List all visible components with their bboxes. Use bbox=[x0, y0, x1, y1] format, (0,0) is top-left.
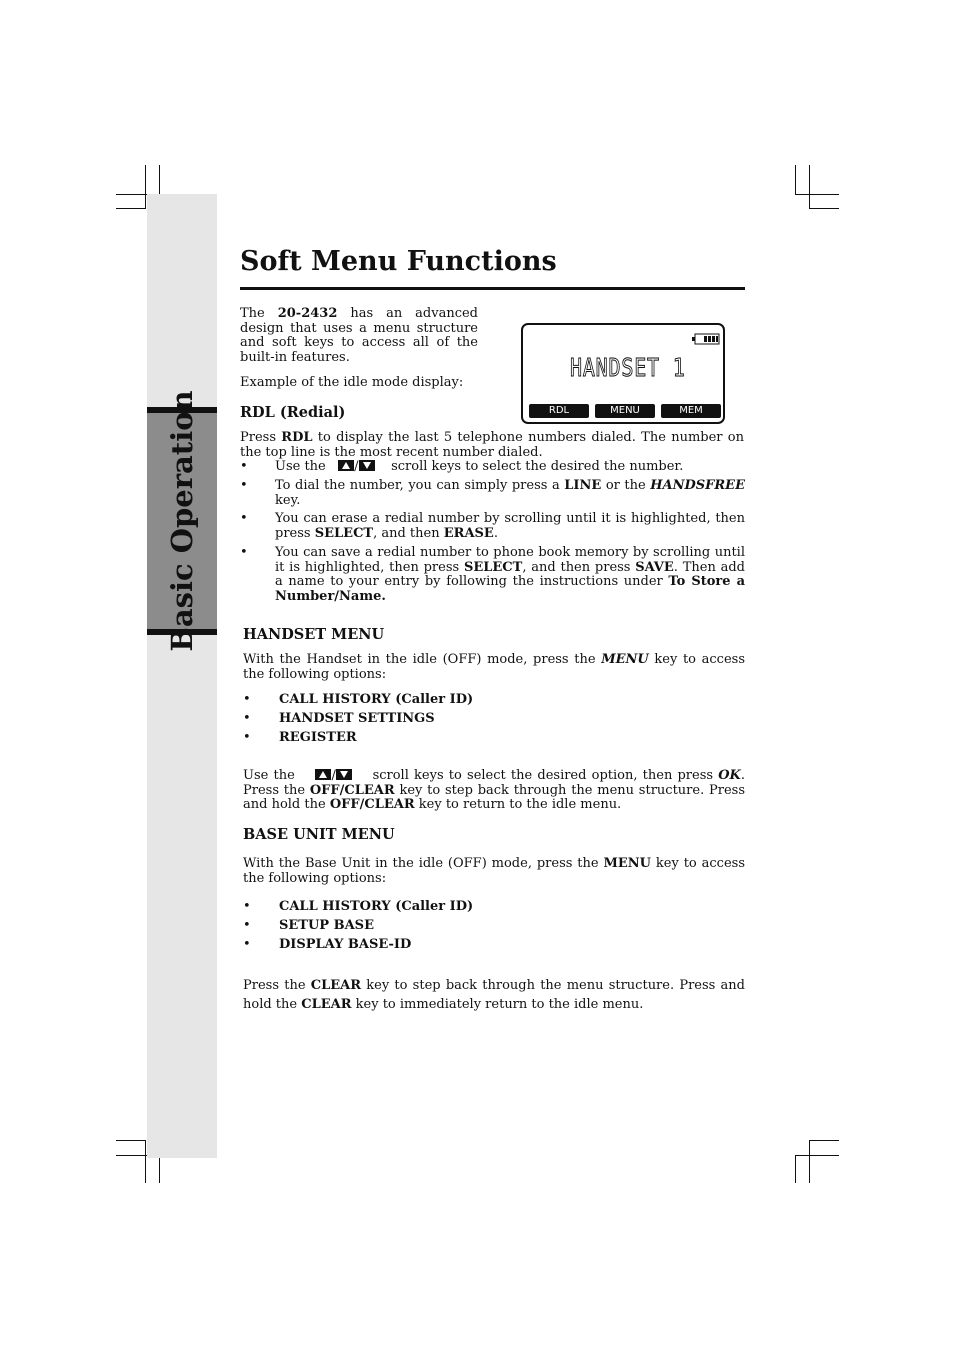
up-arrow-key-icon bbox=[315, 769, 331, 780]
section-tab-label: Basic Operation bbox=[165, 390, 199, 652]
idle-example-label: Example of the idle mode display: bbox=[240, 375, 464, 390]
bullet: • bbox=[240, 545, 248, 560]
bullet: • bbox=[240, 478, 248, 493]
list-item-text: CALL HISTORY (Caller ID) bbox=[279, 692, 474, 707]
crop-mark bbox=[795, 1156, 796, 1183]
down-arrow-key-icon bbox=[336, 769, 352, 780]
battery-icon bbox=[692, 333, 720, 345]
list-item-text: You can save a redial number to phone book memory by scrolling until it is highlighted, then press SELECT, and then press SAVE. Then add a name to your entry by following the instructions under To Store a Number/Name. bbox=[275, 545, 745, 604]
softkey-rdl: RDL bbox=[529, 404, 589, 418]
rdl-heading: RDL (Redial) bbox=[240, 404, 346, 421]
softkey-mem: MEM bbox=[661, 404, 721, 418]
bullet: • bbox=[240, 459, 248, 474]
crop-mark bbox=[809, 165, 810, 209]
crop-mark bbox=[145, 165, 146, 209]
lcd-display bbox=[521, 323, 725, 424]
page-title: Soft Menu Functions bbox=[240, 246, 557, 277]
crop-mark bbox=[795, 165, 796, 195]
down-arrow-key-icon bbox=[359, 460, 375, 471]
list-item-text: DISPLAY BASE-ID bbox=[279, 937, 412, 952]
bullet: • bbox=[243, 730, 251, 745]
crop-mark bbox=[795, 1155, 839, 1156]
handset-menu-heading: HANDSET MENU bbox=[243, 626, 385, 643]
bullet: • bbox=[240, 511, 248, 526]
bullet: • bbox=[243, 711, 251, 726]
crop-mark bbox=[795, 194, 839, 195]
list-item-text: SETUP BASE bbox=[279, 918, 374, 933]
lcd-handset-text: HANDSET 1 bbox=[570, 353, 686, 382]
bullet: • bbox=[243, 899, 251, 914]
bullet: • bbox=[243, 918, 251, 933]
list-item-text: HANDSET SETTINGS bbox=[279, 711, 435, 726]
crop-mark bbox=[145, 1140, 146, 1183]
list-item bbox=[240, 460, 745, 476]
up-arrow-key-icon bbox=[338, 460, 354, 471]
list-item bbox=[243, 730, 643, 746]
base-menu-heading: BASE UNIT MENU bbox=[243, 826, 395, 843]
crop-mark bbox=[116, 208, 146, 209]
list-item-text: Use the / scroll keys to select the desired the number. bbox=[275, 459, 684, 474]
base-menu-paragraph: With the Base Unit in the idle (OFF) mode, press the MENU key to access the following options: bbox=[243, 856, 745, 886]
crop-mark bbox=[116, 1140, 146, 1141]
list-item bbox=[240, 479, 745, 509]
list-item bbox=[243, 937, 643, 953]
crop-mark bbox=[159, 165, 160, 195]
bullet: • bbox=[243, 937, 251, 952]
title-rule bbox=[240, 287, 745, 290]
crop-mark bbox=[809, 1140, 810, 1183]
crop-mark bbox=[809, 1140, 839, 1141]
list-item-text: To dial the number, you can simply press a LINE or the HANDSFREE key. bbox=[275, 478, 745, 508]
list-item bbox=[243, 692, 643, 708]
handset-menu-paragraph: With the Handset in the idle (OFF) mode, press the MENU key to access the following options: bbox=[243, 652, 745, 682]
list-item bbox=[240, 546, 745, 606]
softkey-menu: MENU bbox=[595, 404, 655, 418]
intro-paragraph: The 20-2432 has an advanced design that uses a menu structure and soft keys to access all of the built-in features. bbox=[240, 306, 478, 365]
rdl-paragraph: Press RDL to display the last 5 telephone numbers dialed. The number on the top line is the most recent number dialed. bbox=[240, 430, 744, 460]
crop-mark bbox=[159, 1156, 160, 1183]
side-strip bbox=[147, 194, 217, 1158]
list-item bbox=[240, 512, 745, 542]
list-item bbox=[243, 899, 643, 915]
list-item-text: You can erase a redial number by scrolling until it is highlighted, then press SELECT, and then ERASE. bbox=[275, 511, 745, 541]
list-item bbox=[243, 918, 643, 934]
bullet: • bbox=[243, 692, 251, 707]
crop-mark bbox=[809, 208, 839, 209]
list-item-text: CALL HISTORY (Caller ID) bbox=[279, 899, 474, 914]
handset-menu-scroll-paragraph: Use the / scroll keys to select the desired option, then press OK. Press the OFF/CLEAR key to step back through the menu structure. Press and hold the OFF/CLEAR key to return to the idle menu. bbox=[243, 768, 745, 812]
base-menu-clear-paragraph: Press the CLEAR key to step back through the menu structure. Press and hold the CLEAR key to immediately return to the idle menu. bbox=[243, 978, 745, 1012]
list-item bbox=[243, 711, 643, 727]
list-item-text: REGISTER bbox=[279, 730, 357, 745]
